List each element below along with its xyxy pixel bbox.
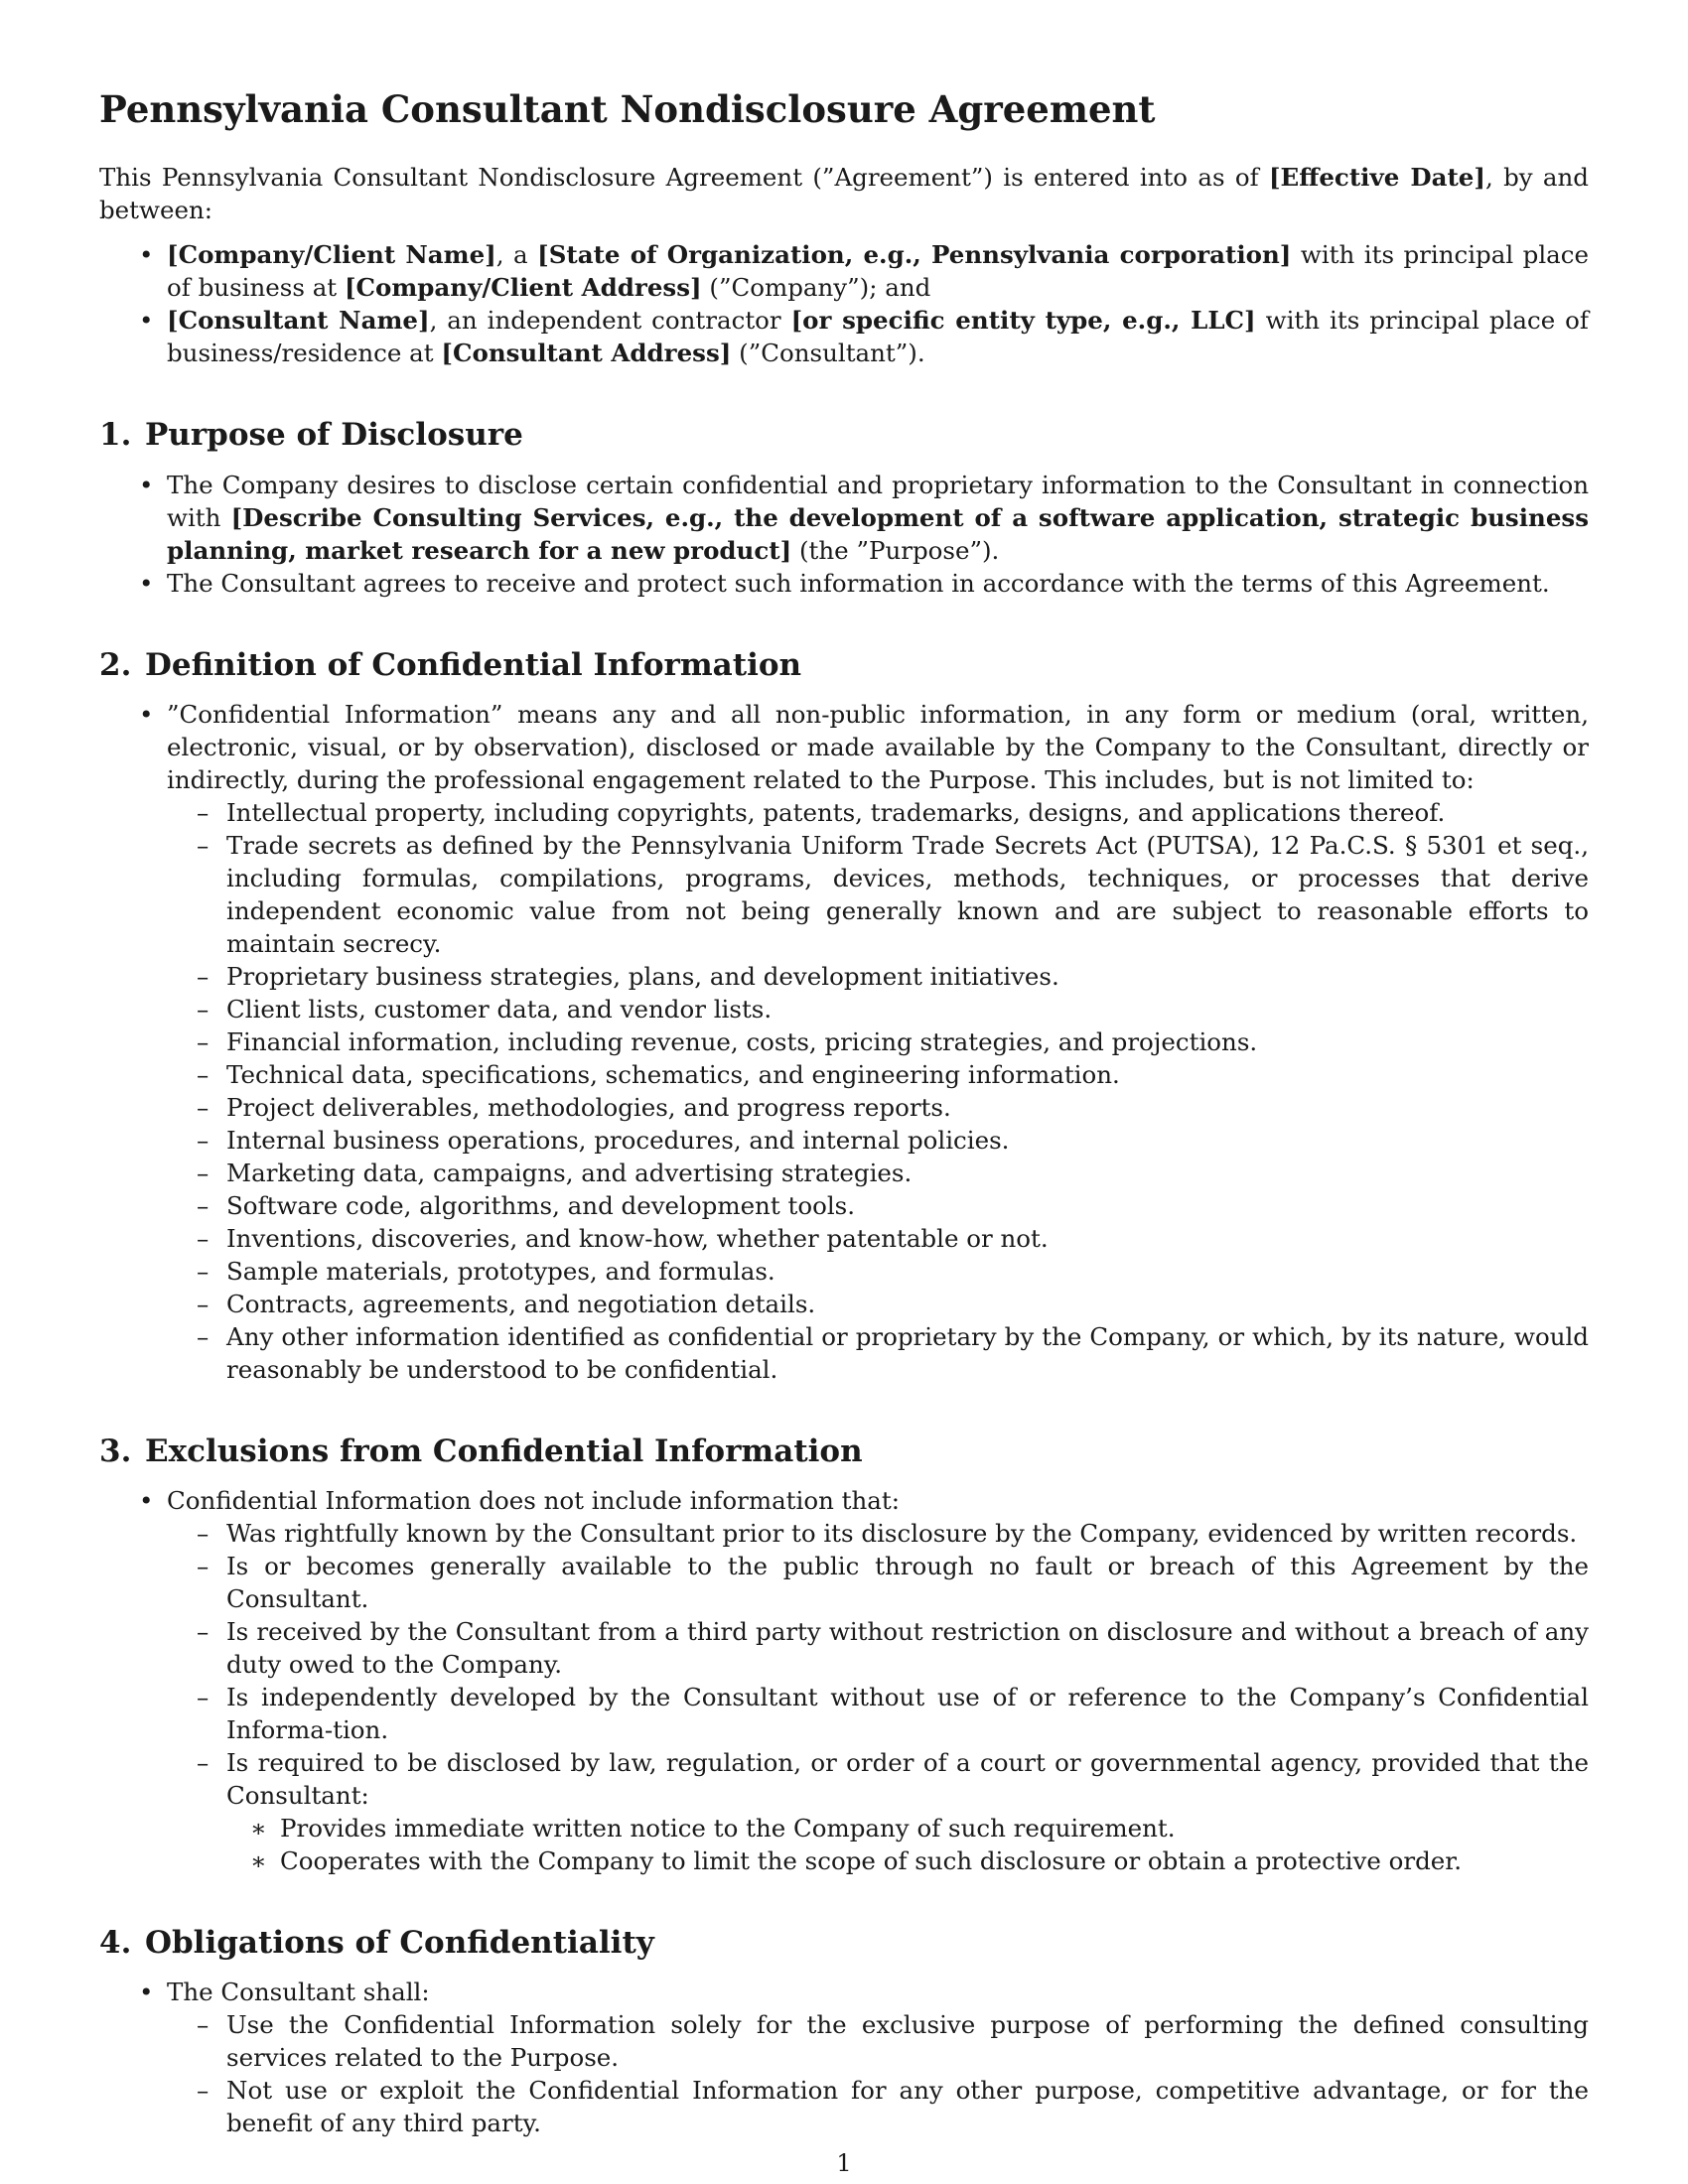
party-text: , a <box>495 240 538 270</box>
list-item-text: The Consultant shall: <box>167 1978 430 2007</box>
sub-list-item <box>99 796 1589 829</box>
list-item-text: Confidential Information does not include information that: <box>167 1485 901 1515</box>
sub-list-item-text: Is received by the Consultant from a third party without restriction on disclosure and without a breach of any duty owed to the Company. <box>226 1616 1589 1679</box>
dash-marker: – <box>197 1321 210 1351</box>
sub-list-item-text: Is or becomes generally available to the public through no fault or breach of this Agreement by the Consultant. <box>226 1551 1589 1613</box>
list-item <box>99 1484 1589 1877</box>
sub-list-item <box>99 1222 1589 1255</box>
dash-marker: – <box>197 1289 210 1318</box>
sub-list-item <box>99 1124 1589 1157</box>
sub-list <box>167 1517 1589 1877</box>
page-number: 1 <box>836 2149 852 2177</box>
dash-marker: – <box>197 2010 210 2040</box>
sub-list-item-text: Sample materials, prototypes, and formulas. <box>226 1256 775 1286</box>
sub-list-item-text: Is independently developed by the Consultant without use of or reference to the Company’s Confidential Informa-tion. <box>226 1682 1589 1744</box>
section-3-list <box>99 1484 1589 1877</box>
dash-marker: – <box>197 1059 210 1089</box>
sub-sub-list-item-text: Cooperates with the Company to limit the scope of such disclosure or obtain a protective order. <box>280 1845 1463 1875</box>
section-title: Obligations of Confidentiality <box>145 1924 654 1961</box>
section-number: 1. <box>99 417 132 454</box>
bullet-marker: • <box>139 568 154 598</box>
section-number: 2. <box>99 646 132 683</box>
section-heading-3 <box>99 1433 1589 1470</box>
state-placeholder: [State of Organization, e.g., Pennsylvania corporation] <box>537 240 1292 270</box>
list-item <box>99 567 1589 600</box>
company-name-placeholder: [Company/Client Name] <box>167 240 496 270</box>
sub-list-item-text: Contracts, agreements, and negotiation details. <box>226 1289 816 1318</box>
sub-list-item <box>99 1091 1589 1124</box>
sub-list-item <box>99 1615 1589 1681</box>
sub-list-item-text: Internal business operations, procedures, and internal policies. <box>226 1125 1010 1155</box>
bullet-marker: • <box>139 1978 154 2007</box>
entity-type-placeholder: [or specific entity type, e.g., LLC] <box>790 306 1256 336</box>
party-text: (”Consultant”). <box>731 339 925 368</box>
dash-marker: – <box>197 1125 210 1155</box>
document-title: Pennsylvania Consultant Nondisclosure Agreement <box>99 87 1156 131</box>
party-text: , an independent contractor <box>429 306 791 336</box>
sub-list-item <box>99 1320 1589 1386</box>
consultant-name-placeholder: [Consultant Name] <box>167 306 430 336</box>
dash-marker: – <box>197 961 210 991</box>
dash-marker: – <box>197 830 210 860</box>
party-item-company <box>99 238 1589 304</box>
bullet-marker: • <box>139 470 154 499</box>
star-marker: ∗ <box>250 1845 267 1875</box>
effective-date-placeholder: [Effective Date] <box>1268 163 1485 193</box>
bullet-marker: • <box>139 306 154 336</box>
sub-list-item-text: Marketing data, campaigns, and advertising strategies. <box>226 1158 913 1187</box>
dash-marker: – <box>197 1616 210 1646</box>
dash-marker: – <box>197 1026 210 1056</box>
sub-sub-list-item <box>99 1812 1589 1844</box>
section-heading-1 <box>99 417 1589 454</box>
section-4-list <box>99 1976 1589 2139</box>
sub-list-item <box>99 993 1589 1025</box>
section-number: 3. <box>99 1433 132 1469</box>
list-item-text: The Company desires to disclose certain confidential and proprietary information to the Consultant in connection with <box>167 470 1589 532</box>
dash-marker: – <box>197 797 210 827</box>
sub-list-item <box>99 1517 1589 1550</box>
party-text: with its principal place of business/residence at <box>167 306 1590 368</box>
sub-list-item-text: Use the Confidential Information solely for the exclusive purpose of performing the defined consulting services related to the Purpose. <box>226 2010 1589 2073</box>
sub-list-item-text: Inventions, discoveries, and know-how, whether patentable or not. <box>226 1223 1049 1253</box>
sub-sub-list-item <box>99 1844 1589 1877</box>
sub-list-item <box>99 1189 1589 1222</box>
sub-list-item-text: Is required to be disclosed by law, regulation, or order of a court or governmental agency, provided that the Consultant: <box>226 1747 1589 1810</box>
star-marker: ∗ <box>250 1813 267 1843</box>
dash-marker: – <box>197 1682 210 1711</box>
list-item <box>99 469 1589 567</box>
party-text: with its principal place of business at <box>167 240 1589 303</box>
dash-marker: – <box>197 2076 210 2106</box>
sub-list-item <box>99 1746 1589 1877</box>
document-page <box>99 87 1589 2139</box>
intro-text: This Pennsylvania Consultant Nondisclosure Agreement (”Agreement”) is entered into as of <box>99 163 1269 193</box>
dash-marker: – <box>197 1518 210 1548</box>
list-item <box>99 1976 1589 2139</box>
intro-text: , by and between: <box>99 163 1589 225</box>
dash-marker: – <box>197 1747 210 1777</box>
sub-list-item-text: Client lists, customer data, and vendor lists. <box>226 994 773 1024</box>
sub-list-item <box>99 1288 1589 1320</box>
sub-list <box>167 796 1589 1386</box>
bullet-marker: • <box>139 240 154 270</box>
sub-list-item <box>99 2074 1589 2139</box>
section-1-list <box>99 469 1589 600</box>
sub-list-item-text: Intellectual property, including copyrights, patents, trademarks, designs, and applications thereof. <box>226 797 1446 827</box>
section-2-list <box>99 698 1589 1386</box>
sub-list <box>167 2008 1589 2139</box>
sub-sub-list <box>226 1812 1589 1877</box>
section-number: 4. <box>99 1924 132 1961</box>
section-title: Exclusions from Confidential Information <box>145 1433 863 1469</box>
sub-list-item <box>99 1255 1589 1288</box>
sub-list-item-text: Was rightfully known by the Consultant prior to its disclosure by the Company, evidenced by written records. <box>226 1518 1578 1548</box>
list-item-text: ”Confidential Information” means any and all non-public information, in any form or medium (oral, written, electronic, visual, or by observation), disclosed or made available by the Company to the Consultant, directly or indirectly, during the professional engagement related to the Purpose. This includes, but is not limited to: <box>167 699 1589 794</box>
dash-marker: – <box>197 994 210 1024</box>
list-item <box>99 698 1589 1386</box>
list-item-text: (the ”Purpose”). <box>791 535 1000 565</box>
sub-list-item <box>99 2008 1589 2074</box>
dash-marker: – <box>197 1190 210 1220</box>
company-address-placeholder: [Company/Client Address] <box>344 273 702 303</box>
section-heading-4 <box>99 1925 1589 1962</box>
bullet-marker: • <box>139 1485 154 1515</box>
sub-list-item-text: Not use or exploit the Confidential Information for any other purpose, competitive advantage, or for the benefit of any third party. <box>226 2076 1589 2138</box>
sub-list-item <box>99 1157 1589 1189</box>
sub-list-item-text: Software code, algorithms, and development tools. <box>226 1190 856 1220</box>
party-item-consultant <box>99 304 1589 369</box>
parties-list <box>99 238 1589 369</box>
dash-marker: – <box>197 1256 210 1286</box>
sub-list-item-text: Any other information identified as confidential or proprietary by the Company, or which, by its nature, would reasonably be understood to be confidential. <box>226 1321 1589 1384</box>
section-title: Purpose of Disclosure <box>145 417 523 454</box>
consulting-services-placeholder: [Describe Consulting Services, e.g., the development of a software application, strategic business planning, market research for a new product] <box>167 502 1589 565</box>
sub-sub-list-item-text: Provides immediate written notice to the Company of such requirement. <box>280 1813 1176 1843</box>
sub-list-item <box>99 960 1589 993</box>
intro-paragraph <box>99 161 1589 226</box>
sub-list-item <box>99 829 1589 960</box>
sub-list-item-text: Financial information, including revenue, costs, pricing strategies, and projections. <box>226 1026 1258 1056</box>
sub-list-item-text: Technical data, specifications, schematics, and engineering information. <box>226 1059 1120 1089</box>
section-title: Definition of Confidential Information <box>145 646 802 683</box>
consultant-address-placeholder: [Consultant Address] <box>441 339 732 368</box>
section-heading-2 <box>99 647 1589 684</box>
bullet-marker: • <box>139 699 154 729</box>
dash-marker: – <box>197 1158 210 1187</box>
list-item-text: The Consultant agrees to receive and protect such information in accordance with the terms of this Agreement. <box>167 568 1550 598</box>
sub-list-item <box>99 1058 1589 1091</box>
sub-list-item <box>99 1681 1589 1746</box>
dash-marker: – <box>197 1551 210 1580</box>
sub-list-item-text: Trade secrets as defined by the Pennsylvania Uniform Trade Secrets Act (PUTSA), 12 Pa.C.S. § 5301 et seq., including formulas, compilations, programs, devices, methods, techniques, or processes that derive independent economic value from not being generally known and are subject to reasonable efforts to maintain secrecy. <box>226 830 1589 958</box>
sub-list-item-text: Project deliverables, methodologies, and progress reports. <box>226 1092 951 1122</box>
sub-list-item-text: Proprietary business strategies, plans, and development initiatives. <box>226 961 1059 991</box>
dash-marker: – <box>197 1223 210 1253</box>
sub-list-item <box>99 1550 1589 1615</box>
party-text: (”Company”); and <box>701 273 931 303</box>
sub-list-item <box>99 1025 1589 1058</box>
dash-marker: – <box>197 1092 210 1122</box>
